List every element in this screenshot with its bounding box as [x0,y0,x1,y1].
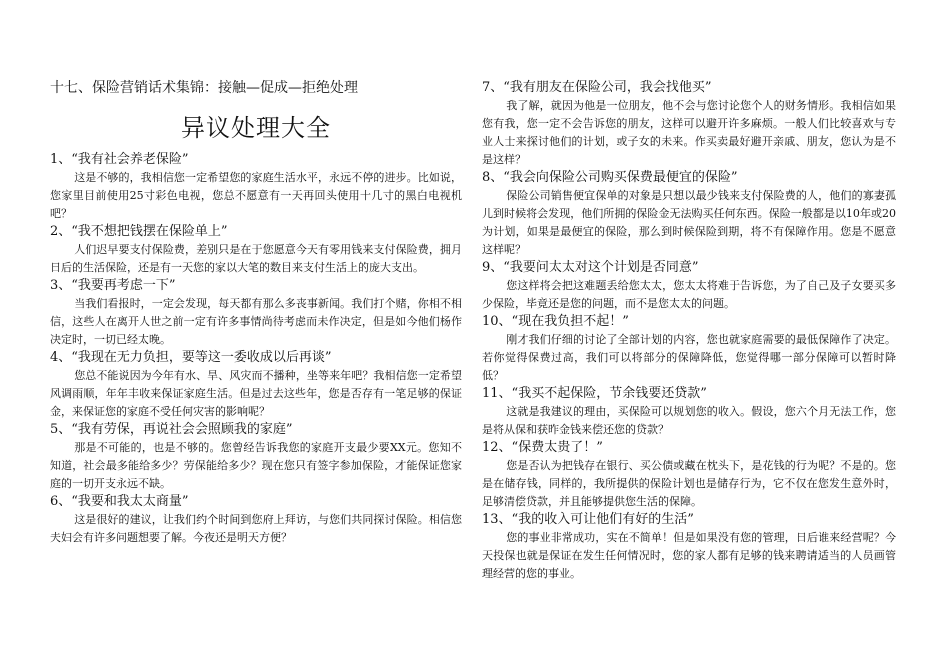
answer-paragraph: 当我们看报时，一定会发现，每天都有那么多丧事新闻。我们打个赌，你相不相信，这些人在离开人世之前一定有许多事情尚待考虑而未作决定，但是如今他们杨作决定时，一切已经太晚。 [50,297,462,346]
question-heading: 2、“我不想把钱摆在保险单上” [50,224,228,239]
answer-paragraph: 这是不够的，我相信您一定希望您的家庭生活水平，永远不停的进步。比如说，您家里目前使用25寸彩色电视，您总不愿意有一天再回头使用十几寸的黑白电视机吧？ [50,171,462,220]
question-heading: 6、“我要和我太太商量” [50,494,189,509]
question-heading: 13、“我的收入可让他们有好的生活” [482,512,694,527]
document-title: 异议处理大全 [181,114,331,142]
question-heading: 5、“我有劳保，再说社会会照顾我的家庭” [50,422,293,437]
question-heading: 7、“我有朋友在保险公司，我会找他买” [482,80,712,95]
answer-paragraph: 您的事业非常成功，实在不简单！但是如果没有您的管理，日后谁来经营呢？今天投保也就是保证在发生任何情况时，您的家人都有足够的钱来聘请适当的人员画管理经营的您的事业。 [482,531,896,580]
section-8 [482,169,896,259]
right-column [482,79,896,583]
section-6 [50,493,462,547]
answer-paragraph: 那是不可能的，也是不够的。您曾经告诉我您的家庭开支最少要XX元。您知不知道，社会最多能给多少？劳保能给多少？现在您只有签字参加保险，才能保证您家庭的一切开支永远不缺。 [50,441,462,490]
answer-paragraph: 刚才我们仔细的讨论了全部计划的内容，您也就家庭需要的最低保障作了决定。若你觉得保费过高，我们可以将部分的保障降低，您觉得哪一部分保障可以暂时降低？ [482,333,896,382]
section-12 [482,439,896,511]
section-7 [482,79,896,169]
answer-paragraph: 您是否认为把钱存在银行、买公债或藏在枕头下，是花钱的行为呢？不是的。您是在储存钱，同样的，我所提供的保险计划也是储存行为，它不仅在您发生意外时，足够清偿贷款，并且能够提供您生活的保障。 [482,459,896,508]
section-3 [50,277,462,349]
answer-paragraph: 我了解，就因为他是一位朋友，他不会与您讨论您个人的财务情形。我相信如果您有我，您一定不会告诉您的朋友，这样可以避开许多麻烦。一般人们比较喜欢与专业人士来探讨他们的计划，或子女的未来。作买卖最好避开亲戚、朋友，您认为是不是这样？ [482,99,896,166]
left-column [50,151,462,547]
answer-paragraph: 您总不能说因为今年有水、旱、风灾而不播种，坐等来年吧？我相信您一定希望风调雨顺，年年丰收来保证家庭生活。但是过去这些年，您是否存有一笔足够的保证金，来保证您的家庭不受任何灾害的影响呢？ [50,369,462,418]
answer-paragraph: 这就是我建议的理由，买保险可以规划您的收入。假设，您六个月无法工作，您是将从保和获昨金钱来偿还您的贷款？ [482,405,896,436]
question-heading: 3、“我要再考虑一下” [50,278,176,293]
section-5 [50,421,462,493]
document-header: 十七、保险营销话术集锦：接触—促成—拒绝处理 [50,80,358,96]
section-4 [50,349,462,421]
question-heading: 1、“我有社会养老保险” [50,152,189,167]
answer-paragraph: 人们迟早要支付保险费，差别只是在于您愿意今天有零用钱来支付保险费，拥月日后的生活保险，还是有一天您的家以大笔的数目来支付生活上的庞大支出。 [50,243,462,274]
question-heading: 12、“保费太贵了！” [482,440,603,455]
answer-paragraph: 您这样将会把这难题丢给您太太，您太太将难于告诉您，为了自己及子女要买多少保险，毕竟还是您的问题，而不是您太太的问题。 [482,279,896,310]
section-10 [482,313,896,385]
answer-paragraph: 这是很好的建议，让我们约个时间到您府上拜访，与您们共同探讨保险。相信您夫妇会有许多问题想要了解。今夜还是明天方便？ [50,513,462,544]
section-11 [482,385,896,439]
question-heading: 11、“我买不起保险，节余钱要还贷款” [482,386,707,401]
question-heading: 4、“我现在无力负担，要等这一委收成以后再谈” [50,350,332,365]
section-2 [50,223,462,277]
answer-paragraph: 保险公司销售便宜保单的对象是只想以最少钱来支付保险费的人，他们的寡妻孤儿到时候将会发现，他们所拥的保险金无法购买任何东西。保险一般都是以10年或20为计划，如果是最便宜的保险，那么到时候保险到期，将不有保障作用。您是不愿意这样呢？ [482,189,896,256]
question-heading: 8、“我会向保险公司购买保费最便宜的保险” [482,170,738,185]
question-heading: 9、“我要问太太对这个计划是否同意” [482,260,699,275]
section-13 [482,511,896,583]
section-9 [482,259,896,313]
section-1 [50,151,462,223]
question-heading: 10、“现在我负担不起！” [482,314,629,329]
